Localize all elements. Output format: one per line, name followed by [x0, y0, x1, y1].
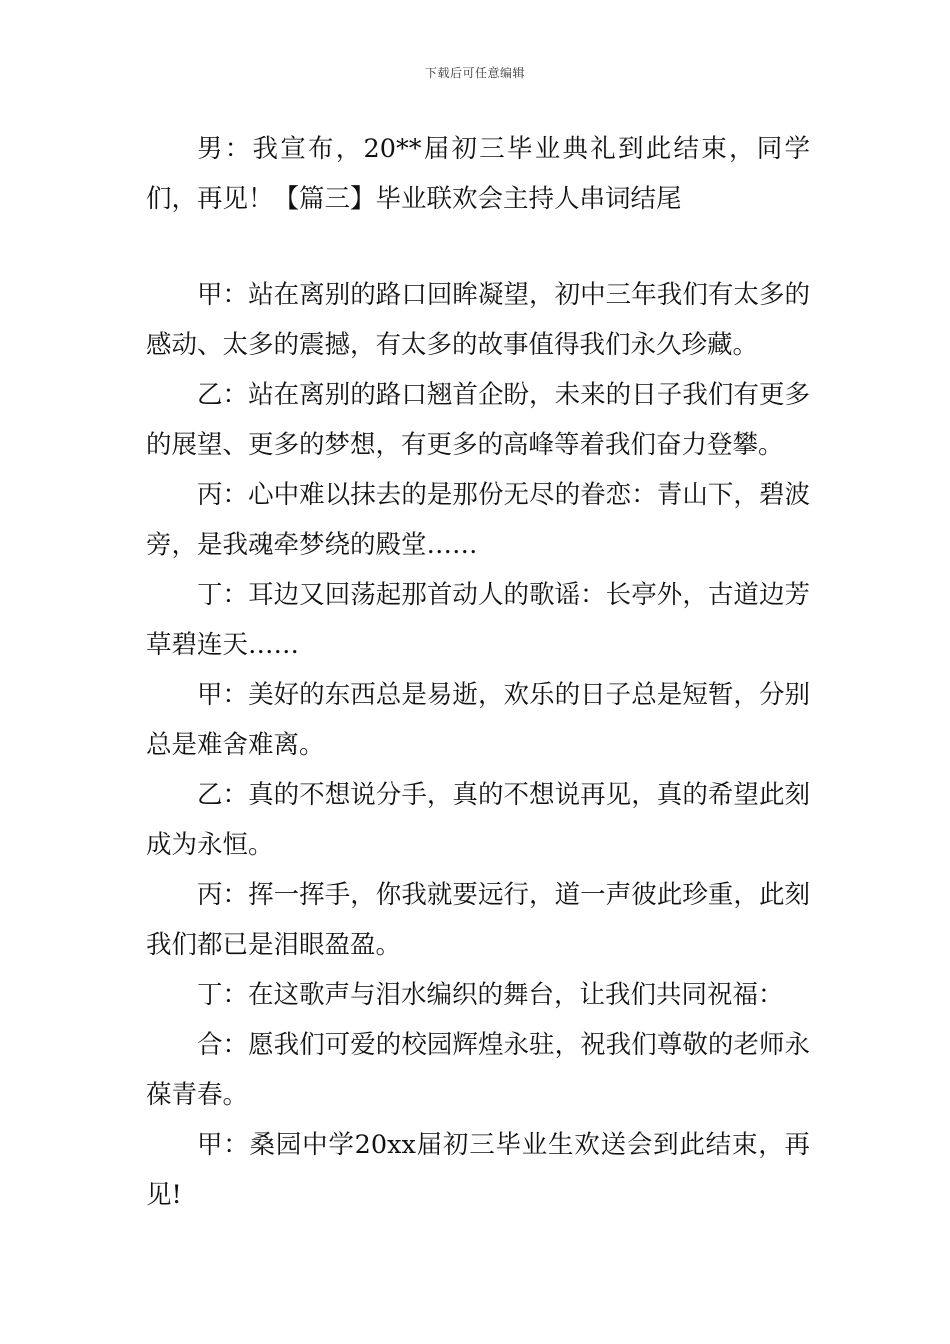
- paragraph-yi-1: 乙：站在离别的路口翘首企盼，未来的日子我们有更多的展望、更多的梦想，有更多的高峰等着我们奋力登攀。: [146, 380, 810, 460]
- paragraph-jia-1: 甲：站在离别的路口回眸凝望，初中三年我们有太多的感动、太多的震撼，有太多的故事值得我们永久珍藏。: [146, 280, 810, 360]
- paragraph-together: 合：愿我们可爱的校园辉煌永驻，祝我们尊敬的老师永葆青春。: [146, 1030, 810, 1110]
- paragraph-closing-announcement: 男：我宣布，20**届初三毕业典礼到此结束，同学们，再见！【篇三】毕业联欢会主持人串词结尾: [146, 134, 810, 214]
- paragraph-bing-1: 丙：心中难以抹去的是那份无尽的眷恋：青山下，碧波旁，是我魂牵梦绕的殿堂……: [146, 480, 810, 560]
- page-header: 下载后可任意编辑: [424, 66, 525, 80]
- paragraph-ding-1: 丁：耳边又回荡起那首动人的歌谣：长亭外，古道边芳草碧连天……: [146, 580, 810, 660]
- paragraph-yi-2: 乙：真的不想说分手，真的不想说再见，真的希望此刻成为永恒。: [146, 780, 810, 860]
- section-gap: [146, 224, 810, 270]
- document-body: [146, 124, 810, 1220]
- paragraph-ding-2: 丁：在这歌声与泪水编织的舞台，让我们共同祝福：: [197, 980, 784, 1010]
- paragraph-bing-2: 丙：挥一挥手，你我就要远行，道一声彼此珍重，此刻我们都已是泪眼盈盈。: [146, 880, 810, 960]
- paragraph-jia-2: 甲：美好的东西总是易逝，欢乐的日子总是短暂，分别总是难舍难离。: [146, 680, 810, 760]
- paragraph-jia-3: 甲：桑园中学20xx届初三毕业生欢送会到此结束，再见!: [146, 1130, 810, 1210]
